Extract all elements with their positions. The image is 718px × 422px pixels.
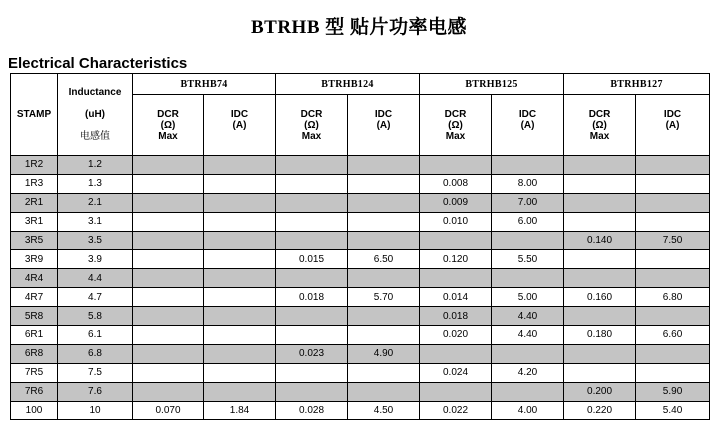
idc-cell (348, 212, 420, 231)
idc-cell (204, 382, 276, 401)
dcr-cell (420, 344, 492, 363)
stamp-cell: 7R5 (11, 363, 58, 382)
inductance-cell: 4.4 (58, 269, 133, 288)
idc-cell (204, 307, 276, 326)
dcr-cell (133, 231, 204, 250)
idc-cell: 5.90 (636, 382, 710, 401)
idc-cell (204, 156, 276, 175)
dcr-cell (276, 326, 348, 345)
dcr-cell (133, 307, 204, 326)
inductance-header (58, 74, 133, 156)
dcr-cell (564, 212, 636, 231)
table-row (11, 326, 710, 345)
idc-header (636, 95, 710, 156)
table-row (11, 307, 710, 326)
table-row (11, 401, 710, 420)
dcr-cell (133, 174, 204, 193)
stamp-cell: 6R8 (11, 344, 58, 363)
idc-cell (348, 156, 420, 175)
dcr-cell: 0.028 (276, 401, 348, 420)
dcr-header-line3: Max (589, 130, 610, 142)
dcr-cell: 0.014 (420, 288, 492, 307)
idc-header-line1: IDC (374, 108, 393, 120)
dcr-cell (564, 269, 636, 288)
model-header-btrhb127: BTRHB127 (564, 74, 710, 95)
idc-cell: 4.20 (492, 363, 564, 382)
idc-header-line1: IDC (518, 108, 537, 120)
table-row (11, 231, 710, 250)
stamp-cell: 4R7 (11, 288, 58, 307)
document-title: BTRHB 型 贴片功率电感 (250, 17, 468, 38)
dcr-cell: 0.180 (564, 326, 636, 345)
dcr-cell (564, 250, 636, 269)
dcr-cell (420, 231, 492, 250)
dcr-cell (420, 269, 492, 288)
dcr-header-line1: DCR (300, 108, 323, 120)
inductance-cell: 6.1 (58, 326, 133, 345)
idc-cell (636, 174, 710, 193)
dcr-header-line1: DCR (157, 108, 179, 120)
idc-cell: 5.50 (492, 250, 564, 269)
idc-cell (204, 288, 276, 307)
idc-cell (636, 156, 710, 175)
idc-cell: 6.00 (492, 212, 564, 231)
dcr-header-line3: Max (445, 130, 466, 142)
dcr-cell: 0.015 (276, 250, 348, 269)
inductance-cell: 1.2 (58, 156, 133, 175)
dcr-cell: 0.010 (420, 212, 492, 231)
inductance-cell: 3.1 (58, 212, 133, 231)
inductance-cell: 5.8 (58, 307, 133, 326)
idc-cell (348, 307, 420, 326)
idc-header-line2: (A) (232, 119, 247, 131)
dcr-cell (276, 174, 348, 193)
header-row-models (11, 74, 710, 95)
dcr-cell (133, 326, 204, 345)
dcr-cell (564, 174, 636, 193)
table-row (11, 363, 710, 382)
idc-header (492, 95, 564, 156)
dcr-header-line2: (Ω) (592, 119, 607, 131)
dcr-header (133, 95, 204, 156)
model-header-btrhb125: BTRHB125 (420, 74, 564, 95)
dcr-header-line2: (Ω) (304, 119, 319, 131)
idc-cell: 5.00 (492, 288, 564, 307)
dcr-cell (133, 288, 204, 307)
dcr-cell: 0.140 (564, 231, 636, 250)
model-header-btrhb74: BTRHB74 (133, 74, 276, 95)
idc-cell (636, 344, 710, 363)
dcr-cell: 0.120 (420, 250, 492, 269)
inductance-header-line2: (uH) (85, 108, 105, 120)
table-row (11, 174, 710, 193)
dcr-cell (276, 212, 348, 231)
idc-cell (204, 326, 276, 345)
dcr-header-line3: Max (301, 130, 322, 142)
dcr-cell (276, 382, 348, 401)
stamp-cell: 1R2 (11, 156, 58, 175)
idc-cell (348, 382, 420, 401)
idc-cell (204, 250, 276, 269)
stamp-cell: 3R1 (11, 212, 58, 231)
idc-cell (636, 363, 710, 382)
dcr-cell (133, 382, 204, 401)
stamp-cell: 5R8 (11, 307, 58, 326)
dcr-cell: 0.009 (420, 193, 492, 212)
stamp-cell: 7R6 (11, 382, 58, 401)
idc-cell (636, 193, 710, 212)
idc-cell (204, 231, 276, 250)
idc-header (204, 95, 276, 156)
dcr-cell (564, 193, 636, 212)
table-row (11, 288, 710, 307)
electrical-characteristics-table (10, 73, 710, 420)
dcr-header-line1: DCR (444, 108, 467, 120)
dcr-cell (564, 307, 636, 326)
idc-cell (348, 269, 420, 288)
table-row (11, 382, 710, 401)
dcr-cell: 0.220 (564, 401, 636, 420)
dcr-cell (564, 363, 636, 382)
idc-header-line1: IDC (663, 108, 682, 120)
dcr-cell (276, 307, 348, 326)
idc-cell (636, 307, 710, 326)
inductance-cell: 4.7 (58, 288, 133, 307)
model-header-btrhb124: BTRHB124 (276, 74, 420, 95)
inductance-header-line1: Inductance (68, 86, 122, 98)
idc-cell (636, 212, 710, 231)
dcr-header (564, 95, 636, 156)
stamp-cell: 2R1 (11, 193, 58, 212)
dcr-header (420, 95, 492, 156)
inductance-cell: 3.5 (58, 231, 133, 250)
table-row (11, 269, 710, 288)
table-row (11, 212, 710, 231)
dcr-header-line2: (Ω) (160, 119, 176, 131)
stamp-cell: 3R9 (11, 250, 58, 269)
inductance-cell: 6.8 (58, 344, 133, 363)
section-heading: Electrical Characteristics (8, 55, 188, 72)
dcr-cell (276, 231, 348, 250)
idc-cell (492, 156, 564, 175)
table-row (11, 250, 710, 269)
idc-cell (204, 174, 276, 193)
idc-cell (204, 344, 276, 363)
table-row (11, 156, 710, 175)
idc-cell (348, 363, 420, 382)
stamp-cell: 1R3 (11, 174, 58, 193)
idc-cell: 4.40 (492, 326, 564, 345)
dcr-cell (420, 156, 492, 175)
idc-cell (492, 269, 564, 288)
dcr-cell (564, 344, 636, 363)
idc-cell (492, 382, 564, 401)
inductance-cell: 1.3 (58, 174, 133, 193)
dcr-cell: 0.020 (420, 326, 492, 345)
idc-cell: 7.00 (492, 193, 564, 212)
dcr-header-line2: (Ω) (448, 119, 463, 131)
inductance-cell: 7.6 (58, 382, 133, 401)
inductance-cell: 10 (58, 401, 133, 420)
idc-cell (204, 363, 276, 382)
idc-cell (636, 269, 710, 288)
idc-cell (348, 231, 420, 250)
idc-cell: 4.90 (348, 344, 420, 363)
idc-cell (204, 212, 276, 231)
idc-cell (348, 193, 420, 212)
idc-cell: 8.00 (492, 174, 564, 193)
idc-cell: 4.50 (348, 401, 420, 420)
dcr-cell: 0.008 (420, 174, 492, 193)
dcr-cell (276, 269, 348, 288)
dcr-cell (133, 250, 204, 269)
stamp-cell: 6R1 (11, 326, 58, 345)
idc-cell (204, 269, 276, 288)
table-row (11, 193, 710, 212)
idc-header-line2: (A) (665, 119, 680, 131)
idc-header-line2: (A) (376, 119, 391, 131)
dcr-cell: 0.200 (564, 382, 636, 401)
dcr-cell: 0.018 (420, 307, 492, 326)
dcr-cell (276, 156, 348, 175)
idc-cell (204, 193, 276, 212)
stamp-cell: 4R4 (11, 269, 58, 288)
idc-cell: 6.80 (636, 288, 710, 307)
dcr-header-line3: Max (158, 130, 178, 142)
idc-cell: 6.60 (636, 326, 710, 345)
dcr-cell (133, 363, 204, 382)
idc-cell (492, 344, 564, 363)
table-row (11, 344, 710, 363)
dcr-cell: 0.070 (133, 401, 204, 420)
dcr-cell: 0.160 (564, 288, 636, 307)
dcr-header (276, 95, 348, 156)
idc-cell: 1.84 (204, 401, 276, 420)
table-body (11, 156, 710, 420)
dcr-cell: 0.023 (276, 344, 348, 363)
dcr-cell (133, 269, 204, 288)
idc-cell (348, 174, 420, 193)
stamp-header: STAMP (11, 74, 58, 156)
dcr-cell (276, 193, 348, 212)
inductance-cell: 2.1 (58, 193, 133, 212)
idc-cell (636, 250, 710, 269)
dcr-cell: 0.022 (420, 401, 492, 420)
inductance-cell: 3.9 (58, 250, 133, 269)
idc-header-line1: IDC (230, 108, 249, 120)
stamp-cell: 3R5 (11, 231, 58, 250)
idc-cell: 6.50 (348, 250, 420, 269)
dcr-cell (133, 344, 204, 363)
dcr-cell: 0.024 (420, 363, 492, 382)
dcr-cell (420, 382, 492, 401)
idc-cell: 4.40 (492, 307, 564, 326)
idc-cell: 5.40 (636, 401, 710, 420)
idc-cell (492, 231, 564, 250)
idc-cell: 5.70 (348, 288, 420, 307)
stamp-cell: 100 (11, 401, 58, 420)
dcr-cell (276, 363, 348, 382)
dcr-cell (133, 193, 204, 212)
dcr-cell: 0.018 (276, 288, 348, 307)
idc-cell: 7.50 (636, 231, 710, 250)
idc-cell: 4.00 (492, 401, 564, 420)
dcr-cell (133, 156, 204, 175)
dcr-cell (564, 156, 636, 175)
inductance-cell: 7.5 (58, 363, 133, 382)
dcr-cell (133, 212, 204, 231)
idc-header-line2: (A) (520, 119, 535, 131)
dcr-header-line1: DCR (588, 108, 611, 120)
idc-cell (348, 326, 420, 345)
inductance-header-line3: 电感值 (80, 130, 110, 142)
idc-header (348, 95, 420, 156)
